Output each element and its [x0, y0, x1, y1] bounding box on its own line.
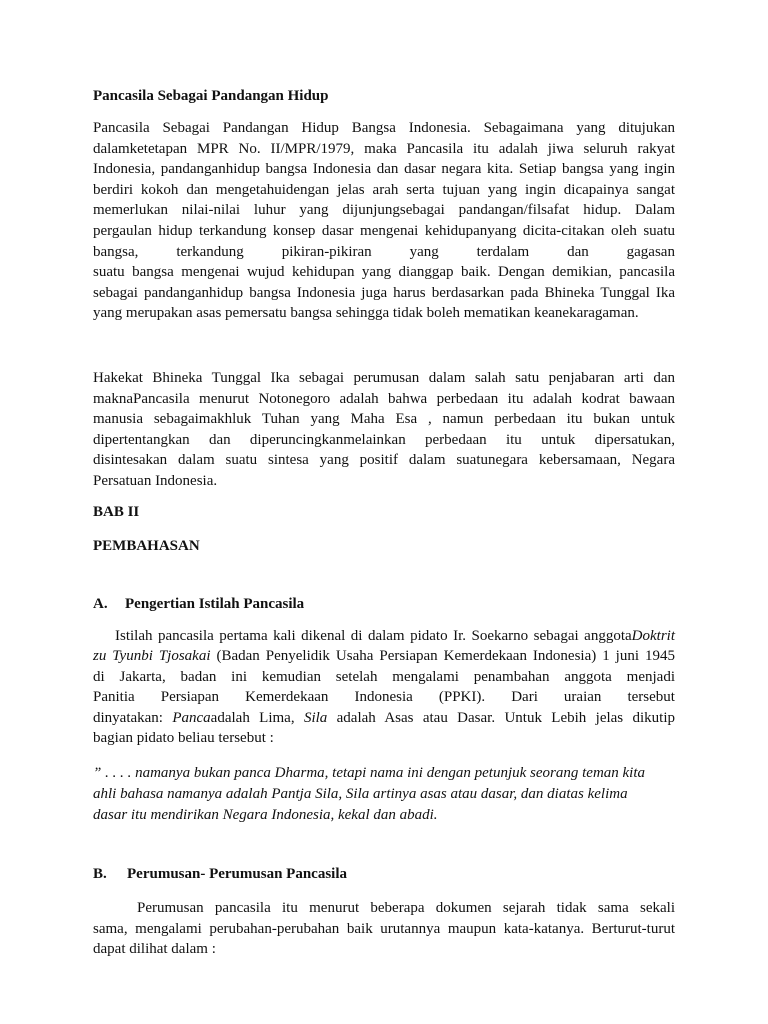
document-title: Pancasila Sebagai Pandangan Hidup: [93, 88, 329, 104]
text-line: di Jakarta, badan ini kemudian setelah mengalami penambahan anggota menjadi: [93, 668, 675, 685]
paragraph-pandangan-hidup: [93, 118, 675, 324]
text-line: ahli bahasa namanya adalah Pantja Sila, Sila artinya asas atau dasar, dan diatas kelima: [93, 786, 628, 803]
word: terkandung: [176, 243, 244, 260]
paragraph-istilah: [93, 626, 675, 750]
text-run: (Badan Penyelidik Usaha Persiapan Kemerdekaan Indonesia) 1 juni 1945: [210, 648, 675, 665]
text-run-italic: Sila: [303, 709, 328, 726]
text-line: Hakekat Bhineka Tunggal Ika sebagai perumusan dalam salah satu penjabaran arti dan: [93, 369, 675, 386]
text-line-spread: [93, 687, 675, 708]
text-run-italic: Doktrit: [631, 627, 675, 644]
text-run: adalah Lima,: [210, 709, 304, 726]
text-line: yang merupakan asas pemersatu bangsa sehingga tidak boleh mematikan keanekaragaman.: [93, 305, 639, 322]
text-line: berdiri kokoh dan mengetahuidengan jelas arah serta tujuan yang ingin dicapainya sangat: [93, 181, 675, 198]
text-line: bagian pidato beliau tersebut :: [93, 730, 274, 747]
word: bangsa,: [93, 243, 139, 260]
section-label: A.: [93, 595, 108, 612]
text-line: [93, 646, 675, 667]
word: Panitia: [93, 689, 135, 706]
text-line: suatu bangsa mengenai wujud kehidupan yang dianggap baik. Dengan demikian, pancasila: [93, 264, 675, 281]
chapter-heading: BAB II: [93, 503, 140, 520]
text-line: manusia sebagaimakhluk Tuhan yang Maha Esa , namun perbedaan itu bukan untuk: [93, 411, 675, 428]
word: Dari: [511, 689, 538, 706]
word: gagasan: [626, 243, 675, 260]
text-line: sama, mengalami perubahan-perubahan baik urutannya maupun kata-katanya. Berturut-turut: [93, 920, 675, 937]
text-line: pergaulan hidup terkandung konsep dasar mengenai kehidupanyang dicita-citakan oleh suatu: [93, 222, 675, 239]
word: Kemerdekaan: [245, 689, 329, 706]
text-line: disintesakan dalam suatu sintesa yang positif dalam suatunegara kebersamaan, Negara: [93, 452, 675, 469]
word: pikiran-pikiran: [281, 243, 372, 260]
word: yang: [409, 243, 439, 260]
word: terdalam: [476, 243, 530, 260]
text-line: sebagai pandanganhidup bangsa Indonesia juga harus berdasarkan pada Bhineka Tunggal Ika: [93, 284, 675, 301]
word: Persiapan: [160, 689, 220, 706]
text-line: dipertentangkan dan diperuncingkanmelainkan perbedaan itu untuk dipersatukan,: [93, 431, 675, 448]
word: tersebut: [627, 689, 675, 706]
text-line: dapat dilihat dalam :: [93, 941, 216, 958]
text-line: memerlukan nilai-nilai luhur yang dijunjungsebagai pandangan/filsafat hidup. Dalam: [93, 202, 675, 219]
word: Indonesia: [354, 689, 413, 706]
paragraph-bhineka: [93, 368, 675, 492]
paragraph-perumusan: [93, 898, 675, 960]
text-run: dinyatakan:: [93, 709, 173, 726]
text-line: Perumusan pancasila itu menurut beberapa dokumen sejarah tidak sama sekali: [137, 900, 675, 917]
text-line: Persatuan Indonesia.: [93, 472, 218, 489]
text-line-spread: [93, 242, 675, 263]
text-line: Indonesia, pandanganhidup bangsa Indonesia dan dasar negara kita. Setiap bangsa yang ingin: [93, 161, 675, 178]
spacer: [93, 324, 675, 368]
word: uraian: [563, 689, 602, 706]
text-line: ” . . . . namanya bukan panca Dharma, tetapi nama ini dengan petunjuk seorang teman kita: [93, 765, 646, 782]
text-line: maknaPancasila menurut Notonegoro adalah bahwa perbedaan itu adalah kodrat bawaan: [93, 390, 675, 407]
section-b-heading: [93, 864, 675, 884]
text-line: dalamketetapan MPR No. II/MPR/1979, maka Pancasila itu adalah jiwa seluruh rakyat: [93, 140, 675, 157]
text-run-italic: Panca: [172, 709, 211, 726]
quotation: [93, 763, 675, 826]
section-a-heading: [93, 594, 675, 614]
text-line: dasar itu mendirikan Negara Indonesia, kekal dan abadi.: [93, 807, 438, 824]
text-line: [93, 626, 675, 647]
text-line: Pancasila Sebagai Pandangan Hidup Bangsa Indonesia. Sebagaimana yang ditujukan: [93, 120, 675, 136]
section-label: B.: [93, 866, 107, 883]
section-title: Pengertian Istilah Pancasila: [125, 595, 305, 612]
text-run: Istilah pancasila pertama kali dikenal di dalam pidato Ir. Soekarno sebagai anggota: [115, 627, 632, 644]
text-run-italic: zu Tyunbi Tjosakai: [93, 648, 211, 665]
word: dan: [567, 243, 589, 260]
chapter-title: PEMBAHASAN: [93, 537, 200, 554]
word: (PPKI).: [438, 689, 486, 706]
text-line: [93, 708, 675, 729]
section-title: Perumusan- Perumusan Pancasila: [127, 866, 348, 883]
text-run: adalah Asas atau Dasar. Untuk Lebih jelas dikutip: [327, 709, 675, 726]
